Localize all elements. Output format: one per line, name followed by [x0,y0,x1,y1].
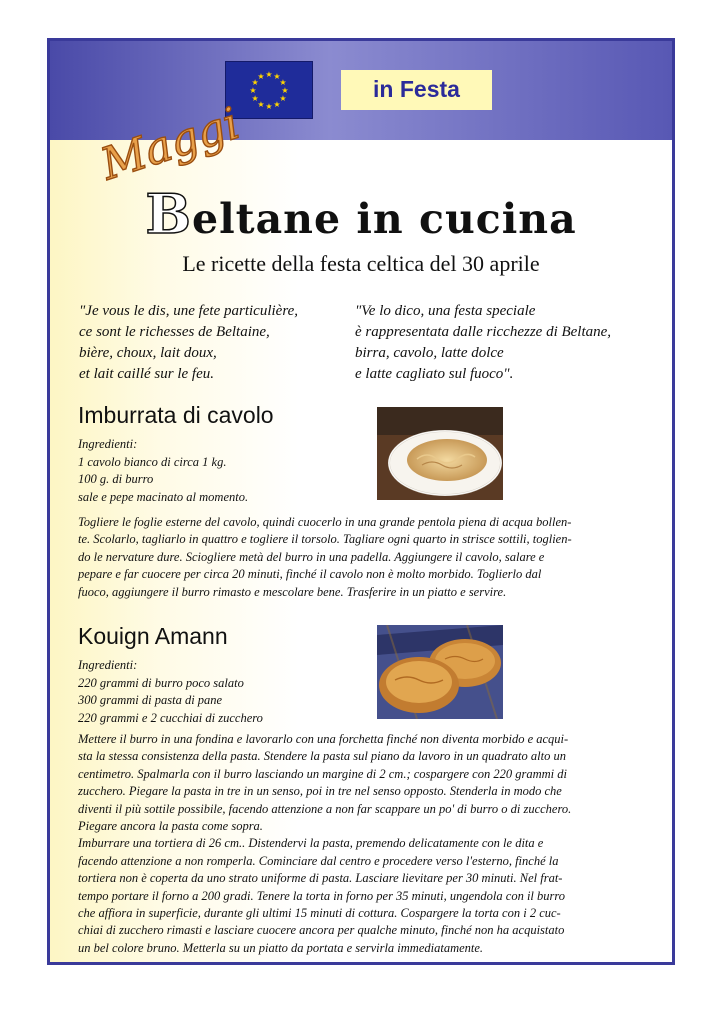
page-title [50,182,672,246]
flag-star-icon: ★ [257,72,265,82]
step-line: fuoco, aggiungere il burro rimasto e mescolare bene. Trasferire in un piatto e servire. [78,584,507,599]
flag-star-icon: ★ [273,72,281,82]
page-subtitle: Le ricette della festa celtica del 30 aprile [182,251,540,276]
ingredient-line: Ingredienti: [78,437,138,451]
quote-french: "Je vous le dis, une fete particulière, ce sont le richesses de Beltaine, bière, choux, lait doux, et lait caillé sur le feu. [79,303,299,382]
page-frame [47,38,675,965]
flag-star-icon: ★ [265,102,273,111]
flag-star-icon: ★ [257,99,265,109]
festa-badge [341,70,492,110]
step-line: un bel colore bruno. Metterla su un piatto da portata e servirla immediatamente. [78,940,484,955]
ingredient-line: sale e pepe macinato al momento. [78,489,249,504]
cabbage-dish-photo [377,407,503,500]
title-rest: eltane in cucina [191,195,577,243]
step-line: sta la stessa consistenza della pasta. Stendere la pasta sul piano da lavoro in un quadrato alto un [78,749,566,764]
recipe-1-steps [78,514,656,601]
flag-star-icon: ★ [249,86,257,95]
flag-star-icon: ★ [279,78,287,87]
step-line: diventi il più sottile possibile, facendo attenzione a non far scappare un po' di burro o di zucchero. [78,801,572,816]
festa-badge-label: in Festa [373,76,460,102]
step-line: pepare e far cuocere per circa 20 minuti, finché il cavolo non è molto morbido. Toglierlo dal [78,567,542,582]
flag-star-icon: ★ [265,70,273,79]
flag-star-icon: ★ [251,94,259,103]
step-line: tortiera non è coperta da uno strato uniforme di pasta. Lasciare lievitare per 30 minuti. Nel frat- [78,871,563,886]
flag-star-icon: ★ [279,94,287,103]
flag-star-icon: ★ [273,99,281,109]
step-line: zucchero. Piegare la pasta in tre in un senso, poi in tre nel senso opposto. Stenderla in modo che [78,784,562,799]
flag-star-icon: ★ [251,78,259,87]
step-line: do le nervature dure. Sciogliere metà del burro in una padella. Aggiungere il cavolo, salare e [78,549,545,564]
recipe-2-title: Kouign Amann [78,623,228,649]
ingredient-line: 300 grammi di pasta di pane [78,693,223,707]
ingredient-line: 220 grammi e 2 cucchiai di zucchero [78,710,263,725]
step-line: che affiora in superficie, durante gli ultimi 15 minuti di cottura. Cospargere la torta con i 2 cuc- [78,906,561,921]
step-line: te. Scolarlo, tagliarlo in quattro e togliere il torsolo. Tagliare ogni quarto in strisce sottili, toglien- [78,532,572,547]
step-line: Piegare ancora la pasta come sopra. [78,819,263,834]
ingredient-line: 220 grammi di burro poco salato [78,675,244,690]
recipe-2-ingredients [78,657,263,727]
step-line: tempo portare il forno a 200 gradi. Tenere la torta in forno per 35 minuti, ungendola con il burro [78,888,566,903]
recipe-1-ingredients [78,436,248,506]
recipe-1-title: Imburrata di cavolo [78,402,274,428]
maggi-logo [95,98,256,191]
step-line: Togliere le foglie esterne del cavolo, quindi cuocerlo in una grande pentola piena di acqua bollen- [78,515,572,529]
quote-italian: "Ve lo dico, una festa speciale è rappresentata dalle ricchezze di Beltane, birra, cavolo, latte dolce e latte cagliato sul fuoco". [355,303,612,382]
title-drop-cap: B [145,182,192,246]
step-line: chiai di zucchero rimasti e lasciare cuocere ancora per qualche minuto, finché non ha acquistato [78,923,565,938]
ingredient-line: Ingredienti: [78,658,138,672]
kouign-amann-photo [377,625,503,719]
maggi-logo-text: Maggi [95,98,246,191]
flag-star-icon: ★ [281,86,289,95]
step-line: centimetro. Spalmarla con il burro lasciando un margine di 2 cm.; cospargere con 220 grammi di [78,766,567,781]
ingredient-line: 100 g. di burro [78,472,154,486]
ingredient-line: 1 cavolo bianco di circa 1 kg. [78,454,227,469]
step-line: Imburrare una tortiera di 26 cm.. Distendervi la pasta, premendo delicatamente con le dita e [78,836,544,851]
recipe-2-steps [78,731,656,957]
step-line: Mettere il burro in una fondina e lavorarlo con una forchetta finché non diventa morbido e acqui- [78,732,569,746]
step-line: facendo attenzione a non romperla. Cominciare dal centro e procedere verso l'esterno, finché la [78,853,559,868]
